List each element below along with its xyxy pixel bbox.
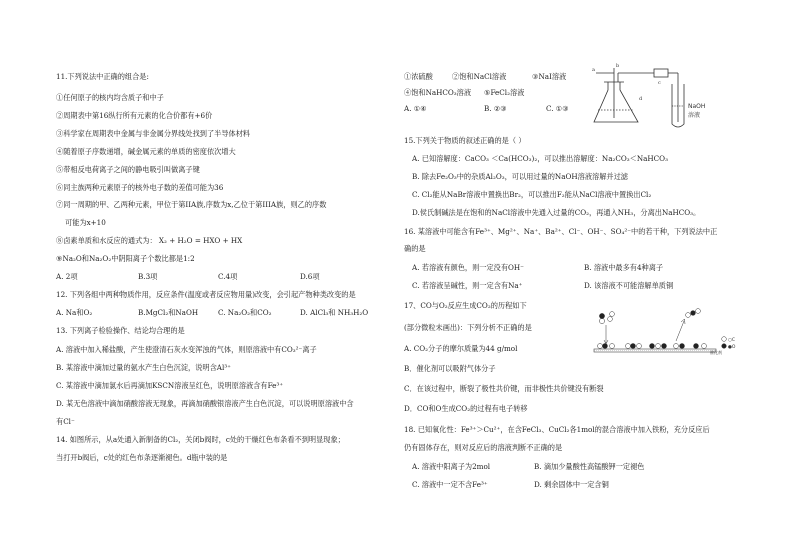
label-c: c: [658, 80, 661, 86]
q11-option-d: D.6项: [300, 272, 320, 281]
q18-stem-cont: 仍有固体存在，则对反应后的溶液判断不正确的是: [404, 443, 563, 452]
dry-tube-c: [654, 69, 668, 77]
q14-choice-b: B. ②③: [484, 104, 507, 113]
co-oxidation-diagram: [592, 305, 742, 355]
label-naoh: NaOH: [688, 103, 706, 110]
q11-item-5: ⑤带相反电荷离子之间的静电吸引叫做离子键: [56, 165, 200, 174]
q12-option-c: C. Na₂O₂和CO₂: [218, 308, 272, 317]
q12-option-a: A. Na和O₂: [56, 308, 93, 317]
q16-stem: 16. 某溶液中可能含有Fe³⁺、Mg²⁺、Na⁺、Ba²⁺、Cl⁻、OH⁻、SO₄²⁻中的若干种，下列说法中正: [404, 227, 718, 236]
label-solution: 溶液: [688, 112, 701, 119]
co2-atom: [696, 309, 701, 314]
flask-d: [594, 82, 638, 122]
surface-atom: [702, 344, 707, 349]
surface-atom: [603, 344, 608, 349]
q18-option-c: C. 溶液中一定不含Fe³⁺: [412, 480, 488, 489]
q15-stem: 15.下列关于物质的叙述正确的是（ ）: [404, 136, 526, 145]
co2-atom: [691, 311, 696, 316]
co2-atom: [686, 313, 691, 318]
oxygen-atom-light: [610, 312, 615, 317]
q11-item-2: ②周期表中第16纵行所有元素的化合价都有+6价: [56, 111, 213, 120]
q13-item-d: D. 某无色溶液中滴加硝酸溶液无现象，再滴加硝酸银溶液产生白色沉淀，可以说明原溶液中含: [56, 399, 354, 408]
q11-item-3: ③科学家在周期表中金属与非金属分界线处找到了半导体材料: [56, 129, 251, 138]
q18-stem: 18. 已知氧化性：Fe³⁺＞Cu²⁺，在含FeCl₃、CuCl₂各1mol的混合溶液中加入铁粉，充分反应后: [404, 425, 710, 434]
carbon-atom: [599, 318, 604, 323]
q15-item-b: B. 除去Fe₂O₃中的杂质Al₂O₃，可以用过量的NaOH溶液溶解并过滤: [412, 172, 628, 181]
q14-choice-a: A. ①④: [404, 104, 427, 113]
label-b: b: [616, 63, 620, 69]
q14-option-3: ③NaI溶液: [532, 72, 567, 81]
surface-atom: [674, 344, 679, 349]
label-d: d: [639, 96, 643, 102]
q17-item-b: B．催化剂可以吸附气体分子: [404, 364, 496, 373]
legend-oxygen-label: ●O: [728, 345, 736, 350]
surface-atom: [631, 344, 636, 349]
surface-atom: [637, 344, 642, 349]
q16-option-d: D. 该溶液不可能溶解单质铜: [584, 281, 674, 290]
surface-atom: [650, 344, 655, 349]
q11-stem: 11.下列说法中正确的组合是:: [56, 72, 149, 81]
q14-option-2: ②饱和NaCl溶液: [452, 72, 507, 81]
surface-atom: [598, 344, 603, 349]
q11-option-b: B.3项: [138, 272, 158, 281]
q14-stem-2: 当打开b阀后，c处的红色布条逐渐褪色。d瓶中装的是: [56, 453, 228, 462]
q11-item-9: ⑨Na₂O和Na₂O₂中阴阳离子个数比都是1:2: [56, 254, 195, 263]
desorb-arrow: [676, 321, 684, 341]
q12-option-d: D. AlCl₃和 NH₃H₂O: [300, 308, 369, 317]
q11-option-a: A. 2项: [56, 272, 78, 281]
q16-option-b: B. 溶液中最多有4种离子: [584, 263, 664, 272]
q17-item-a: A. CO₂分子的摩尔质量为44 g/mol: [404, 344, 518, 353]
q11-item-7-cont: 可能为x+10: [65, 218, 106, 227]
legend-oxygen-icon: [722, 344, 727, 349]
surface-atom: [610, 344, 615, 349]
catalyst-label: 催化剂: [710, 350, 722, 355]
q17-item-d: D．CO和O生成CO₂的过程有电子转移: [404, 404, 528, 413]
q14-option-4: ④饱和NaHCO₃溶液: [404, 88, 472, 97]
q17-stem: 17、CO与O₂反应生成CO₂的历程如下: [404, 301, 527, 310]
surface-atom: [656, 344, 661, 349]
q11-item-1: ①任何原子的核内均含质子和中子: [56, 93, 164, 102]
legend-carbon-icon: [722, 337, 727, 342]
label-a: a: [592, 67, 595, 73]
surface-atom: [662, 344, 667, 349]
q18-option-b: B. 滴加少量酸性高锰酸钾一定褪色: [534, 462, 645, 471]
q13-stem: 13. 下列离子检验操作、结论均合理的是: [56, 326, 185, 335]
q11-item-4: ④随着原子序数递增，碱金属元素的单质的密度依次增大: [56, 147, 236, 156]
q15-item-a: A. 已知溶解度：CaCO₃ ＜Ca(HCO₃)₂，可以推出溶解度：Na₂CO₃＜NaHCO₃: [412, 154, 668, 163]
q11-option-c: C.4项: [218, 272, 238, 281]
q13-item-b: B. 某溶液中滴加过量的氨水产生白色沉淀，说明含Al³⁺: [56, 363, 231, 372]
q17-item-c: C．在该过程中，断裂了极性共价键，而非极性共价键没有断裂: [404, 384, 604, 393]
q11-item-6: ⑥同主族两种元素原子的核外电子数的差值可能为36: [56, 183, 224, 192]
q15-item-d: D.侯氏制碱法是在饱和的NaCl溶液中先通入过量的CO₂，再通入NH₃，分离出NaHCO₃。: [412, 208, 701, 217]
q12-stem: 12. 下列各组中两种物质作用，反应条件(温度或者反应物用量)改变，会引起产物种类改变的是: [56, 290, 356, 299]
q16-option-c: C. 若溶液呈碱性，则一定含有Na⁺: [412, 281, 523, 290]
q16-option-a: A. 若溶液有颜色，则一定没有OH⁻: [412, 263, 524, 272]
q18-option-a: A. 溶液中阳离子为2mol: [412, 462, 491, 471]
q16-stem-cont: 确的是: [404, 244, 426, 253]
surface-atom: [680, 344, 685, 349]
q13-item-d-cont: 有Cl⁻: [56, 417, 75, 426]
surface-atom: [694, 344, 699, 349]
q17-stem-cont: (部分微粒未画出)：下列分析不正确的是: [404, 323, 532, 332]
q13-item-c: C. 某溶液中滴加氯水后再滴加KSCN溶液呈红色，说明原溶液含有Fe³⁺: [56, 381, 284, 390]
q15-item-c: C. Cl₂能从NaBr溶液中置换出Br₂，可以推出F₂能从NaCl溶液中置换出Cl₂: [412, 190, 652, 199]
q14-option-5: ⑤FeCl₂溶液: [484, 88, 525, 97]
q13-item-a: A. 溶液中加入稀盐酸，产生使澄清石灰水变浑浊的气体，则原溶液中有CO₃²⁻离子: [56, 345, 317, 354]
q11-item-8: ⑧卤素单质和水反应的通式为： X₂ + H₂O = HXO + HX: [56, 236, 243, 245]
q14-option-1: ①浓硫酸: [404, 72, 433, 81]
oxygen-atom-light: [608, 317, 613, 322]
q12-option-b: B.MgCl₂和NaOH: [138, 308, 199, 317]
q11-item-7: ⑦同一周期的甲、乙两种元素，甲位于第IIA族,序数为x,乙位于第IIIA族，则乙的序数: [56, 200, 327, 209]
gas-apparatus-diagram: [592, 60, 722, 132]
legend-carbon-label: ○C: [728, 338, 736, 343]
oxygen-atom: [599, 313, 604, 318]
q18-option-d: D. 剩余固体中一定含铜: [534, 480, 609, 489]
surface-atom: [626, 344, 631, 349]
q14-stem-1: 14. 如图所示，从a处通入新制备的Cl₂，关闭b阀时，c处的干燥红色布条看不到明显现象；: [56, 435, 345, 444]
q14-choice-c: C. ①③: [546, 104, 569, 113]
